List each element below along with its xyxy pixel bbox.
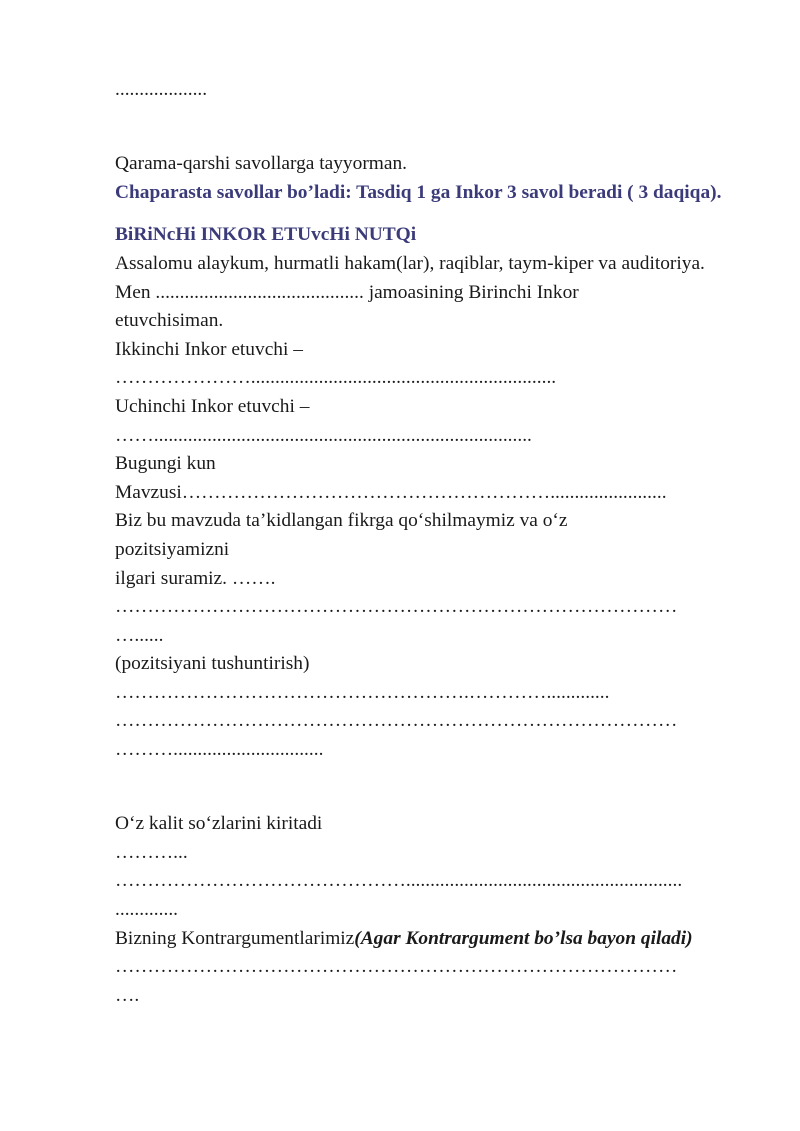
explain-dots: …………………………………………………………………………… bbox=[115, 710, 678, 732]
top-dots: ................... bbox=[115, 79, 208, 100]
counterargument-label: Bizning Kontrargumentlarimiz bbox=[115, 927, 355, 949]
greeting-text: Assalomu alaykum, hurmatli hakam(lar), raqiblar, taym-kiper va auditoriya. bbox=[115, 252, 705, 274]
spacer bbox=[115, 207, 740, 221]
position-line: Biz bu mavzuda ta’kidlangan fikrga qo‘shilmaymiz va o‘z bbox=[115, 510, 568, 532]
explain-dots: ………............................... bbox=[115, 739, 324, 761]
third-speaker-dots: …….............................................................................. bbox=[115, 424, 532, 446]
topic-line: Mavzusi…………………………………………………........................ bbox=[115, 481, 667, 503]
intro-text: Qarama-qarshi savollarga tayyorman. bbox=[115, 153, 408, 175]
keywords-dots: ………………………………………......................................................... bbox=[115, 870, 683, 892]
counterargument-dots: …………………………………………………………………………… bbox=[115, 956, 678, 978]
keywords-dots: ………... bbox=[115, 841, 188, 863]
keywords-dots: ............. bbox=[115, 899, 179, 921]
instruction-text: Chaparasta savollar bo’ladi: Tasdiq 1 ga Inkor 3 savol beradi ( 3 daqiqa). bbox=[115, 181, 722, 203]
second-speaker-label: Ikkinchi Inkor etuvchi – bbox=[115, 338, 303, 360]
counterargument-dots: …. bbox=[115, 984, 140, 1006]
explain-dots: ……………………………………………….…………............. bbox=[115, 681, 610, 703]
spacer bbox=[115, 765, 740, 794]
third-speaker-label: Uchinchi Inkor etuvchi – bbox=[115, 395, 310, 417]
speech-title: BiRiNcHi INKOR ETUvcHi NUTQi bbox=[115, 224, 417, 246]
position-line: pozitsiyamizni bbox=[115, 538, 230, 560]
position-dots: …………………………………………………………………………… bbox=[115, 596, 678, 618]
position-dots: …...... bbox=[115, 624, 164, 646]
spacer bbox=[115, 105, 740, 134]
explain-label: (pozitsiyani tushuntirish) bbox=[115, 653, 310, 675]
today-label: Bugungi kun bbox=[115, 453, 216, 475]
document-page bbox=[115, 76, 740, 1010]
team-line-cont: etuvchisiman. bbox=[115, 310, 224, 332]
counterargument-note: (Agar Kontrargument bo’lsa bayon qiladi) bbox=[354, 927, 693, 949]
team-line: Men ........................................... jamoasining Birinchi Inkor bbox=[115, 281, 579, 303]
counterargument-paragraph bbox=[115, 925, 740, 954]
spacer bbox=[115, 133, 740, 150]
position-line: ilgari suramiz. ……. bbox=[115, 567, 276, 589]
second-speaker-dots: …………………............................................................... bbox=[115, 367, 557, 389]
keywords-label: O‘z kalit so‘zlarini kiritadi bbox=[115, 813, 323, 835]
spacer bbox=[115, 793, 740, 810]
